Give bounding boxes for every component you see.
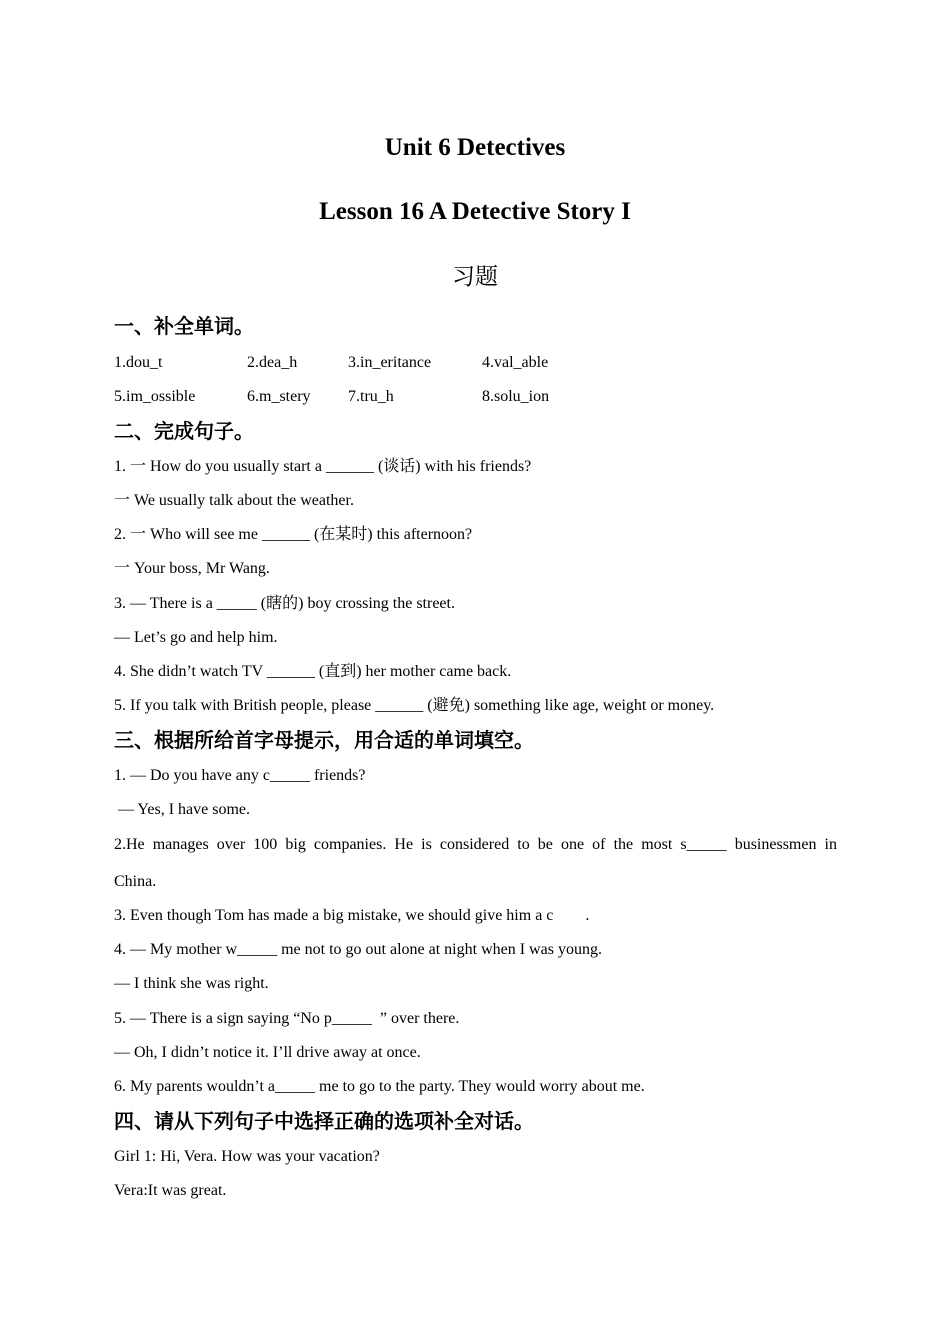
dialogue-line: Vera:It was great. — [114, 1182, 227, 1199]
section4-heading: 四、请从下列句子中选择正确的选项补全对话。 — [114, 1109, 534, 1133]
word-item: 1.dou_t — [114, 354, 163, 371]
sentence-line: — Yes, I have some. — [114, 801, 250, 818]
word-item: 3.in_eritance — [348, 354, 432, 371]
word-item: 6.m_stery — [247, 388, 311, 405]
section2-heading: 二、完成句子。 — [114, 419, 254, 443]
sentence-line: 4. She didn’t watch TV ______ (直到) her mother came back. — [114, 663, 512, 680]
sentence-line: 3. Even though Tom has made a big mistake, we should give him a c . — [114, 907, 590, 924]
section3-heading: 三、根据所给首字母提示，用合适的单词填空。 — [114, 728, 534, 752]
word-item: 7.tru_h — [348, 388, 394, 405]
section1-heading: 一、补全单词。 — [114, 314, 254, 338]
word-item: 4.val_able — [482, 354, 549, 371]
sentence-line: 1. 一 How do you usually start a ______ (谈话) with his friends? — [114, 458, 532, 475]
exercise-title: 习题 — [452, 264, 498, 290]
sentence-line: — Let’s go and help him. — [114, 629, 278, 646]
sentence-line: 6. My parents wouldn’t a_____ me to go to the party. They would worry about me. — [114, 1078, 645, 1095]
sentence-line: China. — [114, 873, 157, 890]
sentence-line: 1. — Do you have any c_____ friends? — [114, 767, 366, 784]
word-item: 2.dea_h — [247, 354, 298, 371]
sentence-line: 2. 一 Who will see me ______ (在某时) this afternoon? — [114, 526, 473, 543]
dialogue-line: Girl 1: Hi, Vera. How was your vacation? — [114, 1148, 380, 1165]
sentence-line: 3. — There is a _____ (瞎的) boy crossing the street. — [114, 595, 455, 612]
sentence-line: 5. — There is a sign saying “No p_____ ” over there. — [114, 1010, 460, 1027]
sentence-line: 2.He manages over 100 big companies. He is considered to be one of the most s_____ businessmen in — [114, 836, 837, 853]
sentence-line: — Oh, I didn’t notice it. I’ll drive away at once. — [114, 1044, 421, 1061]
sentence-line: 一 Your boss, Mr Wang. — [114, 560, 270, 577]
sentence-line: — I think she was right. — [114, 975, 269, 992]
word-item: 8.solu_ion — [482, 388, 550, 405]
lesson-title: Lesson 16 A Detective Story I — [319, 198, 631, 225]
sentence-line: 4. — My mother w_____ me not to go out alone at night when I was young. — [114, 941, 602, 958]
word-item: 5.im_ossible — [114, 388, 196, 405]
unit-title: Unit 6 Detectives — [384, 134, 566, 161]
sentence-line: 一 We usually talk about the weather. — [114, 492, 354, 509]
sentence-line: 5. If you talk with British people, please ______ (避免) something like age, weight or money. — [114, 697, 715, 714]
